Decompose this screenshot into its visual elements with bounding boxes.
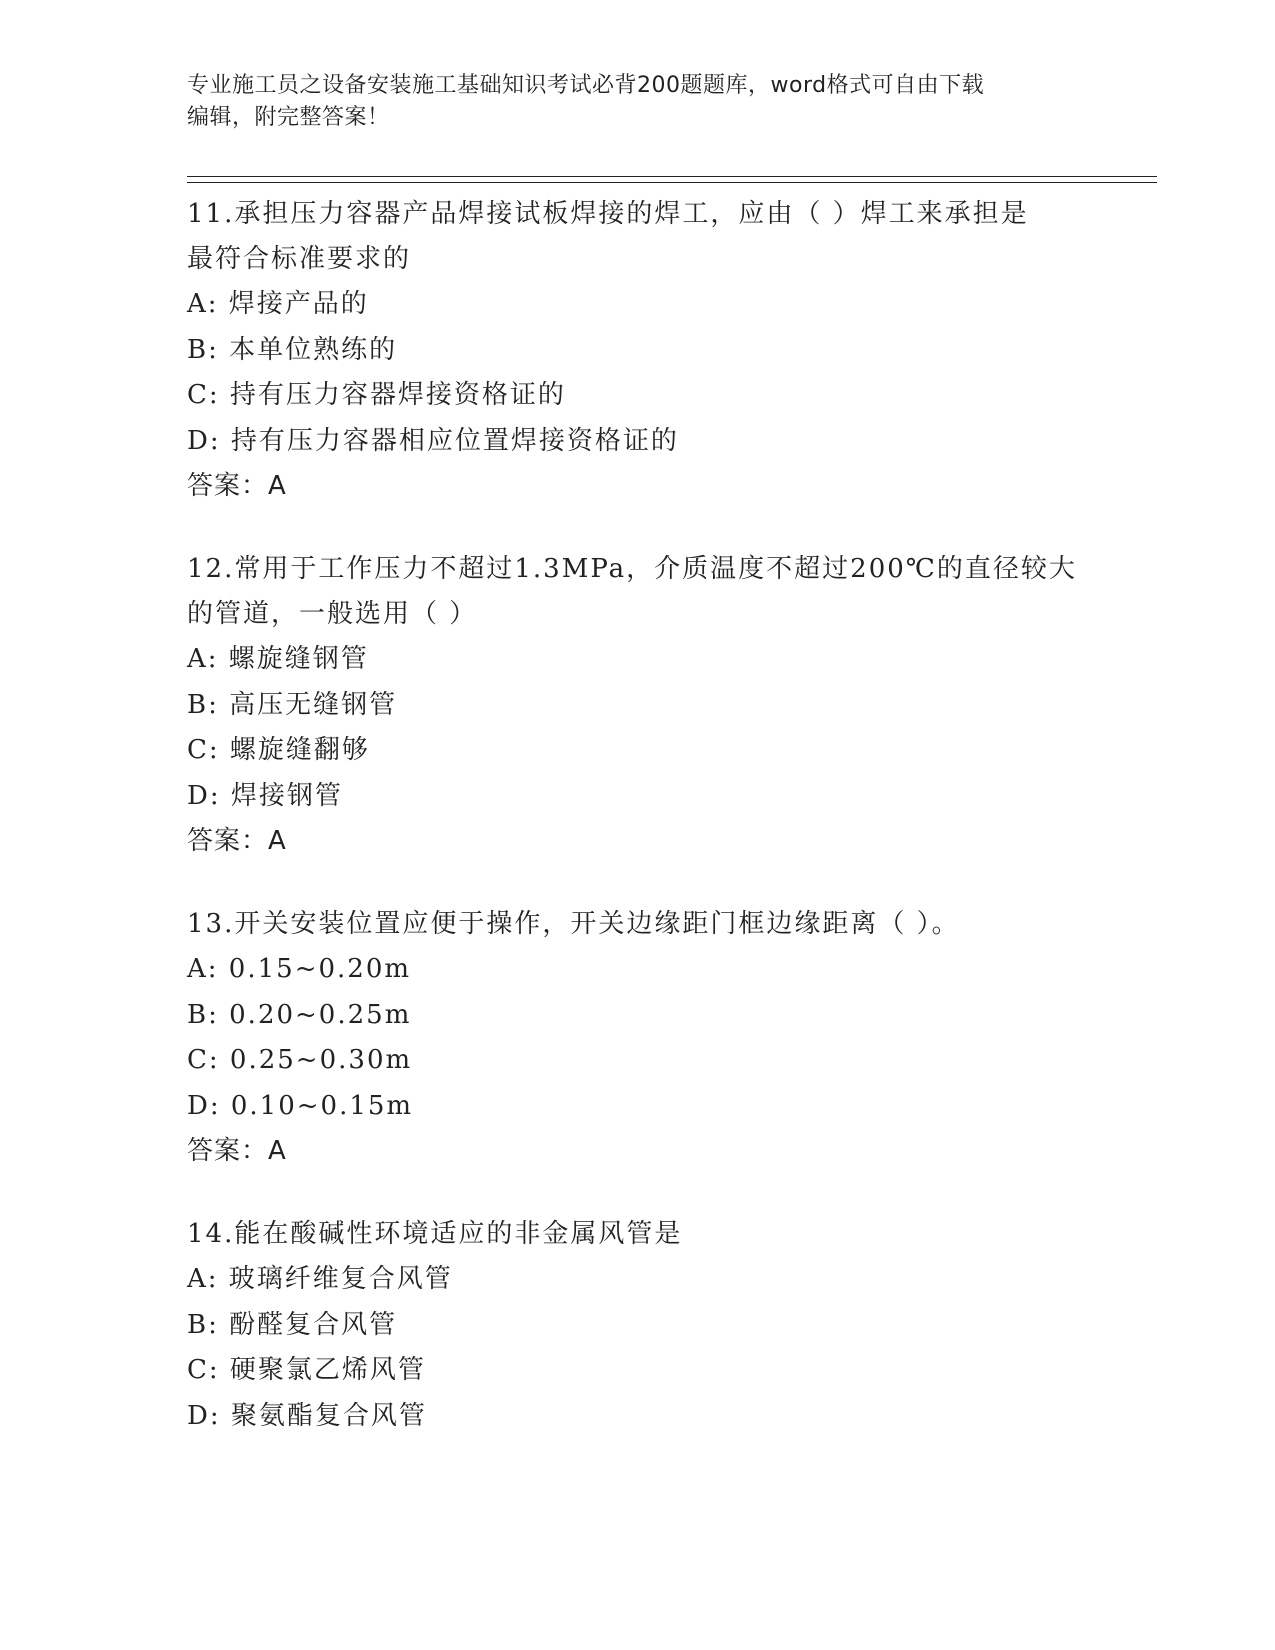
option-d: D: 0.10~0.15m xyxy=(187,1090,414,1121)
option-c: C: 螺旋缝翻够 xyxy=(187,735,370,765)
question-14 xyxy=(187,1212,1087,1439)
answer-label: 答案： xyxy=(187,471,269,501)
question-stem: 12.常用于工作压力不超过1.3MPa，介质温度不超过200℃的直径较大 xyxy=(187,554,1077,584)
option-c: C: 持有压力容器焊接资格证的 xyxy=(187,380,566,410)
option-a: A: 0.15~0.20m xyxy=(187,954,412,984)
option-c: C: 0.25~0.30m xyxy=(187,1045,413,1075)
question-stem-continued: 最符合标准要求的 xyxy=(187,244,412,274)
answer-value: A xyxy=(268,1136,287,1166)
answer-label: 答案： xyxy=(187,826,269,856)
question-11 xyxy=(187,192,1087,509)
option-b: B: 本单位熟练的 xyxy=(187,334,398,365)
answer-line xyxy=(187,819,1087,864)
header-line-1: 专业施工员之设备安装施工基础知识考试必背200题题库，word格式可自由下载 xyxy=(187,73,985,98)
header-divider-top xyxy=(187,176,1157,177)
option-d: D: 持有压力容器相应位置焊接资格证的 xyxy=(187,425,679,456)
option-b: B: 酚醛复合风管 xyxy=(187,1309,398,1340)
question-stem: 11.承担压力容器产品焊接试板焊接的焊工，应由（ ）焊工来承担是 xyxy=(187,199,1029,229)
option-d: D: 聚氨酯复合风管 xyxy=(187,1400,427,1431)
question-stem: 14.能在酸碱性环境适应的非金属风管是 xyxy=(187,1219,683,1249)
option-b: B: 0.20~0.25m xyxy=(187,999,412,1030)
header-divider-bottom xyxy=(187,182,1157,183)
question-stem-continued: 的管道，一般选用（ ） xyxy=(187,599,478,629)
option-b: B: 高压无缝钢管 xyxy=(187,689,398,720)
document-header xyxy=(187,70,1087,134)
option-d: D: 焊接钢管 xyxy=(187,780,343,811)
option-a: A: 螺旋缝钢管 xyxy=(187,644,369,674)
question-list xyxy=(187,192,1087,1477)
answer-line xyxy=(187,464,1087,509)
option-a: A: 玻璃纤维复合风管 xyxy=(187,1264,453,1294)
header-line-2: 编辑，附完整答案！ xyxy=(187,105,390,130)
option-a: A: 焊接产品的 xyxy=(187,289,369,319)
answer-label: 答案： xyxy=(187,1136,269,1166)
option-c: C: 硬聚氯乙烯风管 xyxy=(187,1355,426,1385)
question-12 xyxy=(187,547,1087,864)
answer-value: A xyxy=(268,826,287,856)
answer-value: A xyxy=(268,471,287,501)
question-stem: 13.开关安装位置应便于操作，开关边缘距门框边缘距离（ ）。 xyxy=(187,909,960,939)
answer-line xyxy=(187,1129,1087,1174)
question-13 xyxy=(187,902,1087,1174)
